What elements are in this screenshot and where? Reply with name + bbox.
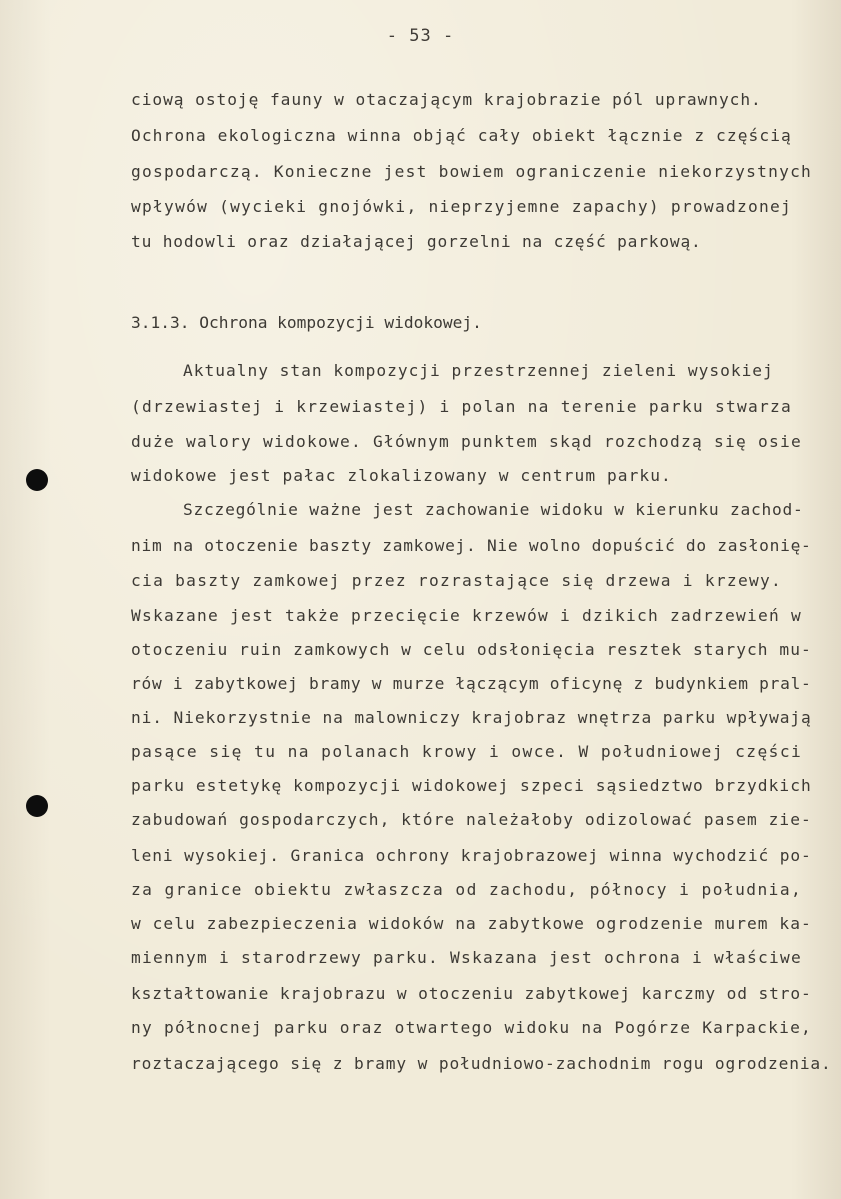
- punch-hole: [26, 795, 48, 817]
- paragraph-line: Ochrona ekologiczna winna objąć cały obiekt łącznie z częścią: [131, 126, 792, 145]
- paragraph-line: (drzewiastej i krzewiastej) i polan na terenie parku stwarza: [131, 397, 793, 416]
- paragraph-line: ciową ostoję fauny w otaczającym krajobrazie pól uprawnych.: [131, 90, 762, 109]
- paragraph-line: Aktualny stan kompozycji przestrzennej zieleni wysokiej: [183, 361, 774, 380]
- paragraph-line: ni. Niekorzystnie na malowniczy krajobraz wnętrza parku wpływają: [131, 708, 812, 727]
- paragraph-line: kształtowanie krajobrazu w otoczeniu zabytkowej karczmy od stro-: [131, 984, 812, 1003]
- paragraph-line: duże walory widokowe. Głównym punktem skąd rozchodzą się osie: [131, 432, 803, 451]
- section-heading: 3.1.3. Ochrona kompozycji widokowej.: [131, 313, 482, 332]
- paragraph-line: rów i zabytkowej bramy w murze łączącym oficynę z budynkiem pral-: [131, 674, 812, 693]
- paragraph-line: otoczeniu ruin zamkowych w celu odsłonięcia resztek starych mu-: [131, 640, 812, 659]
- paragraph-line: widokowe jest pałac zlokalizowany w centrum parku.: [131, 466, 672, 485]
- paragraph-line: parku estetykę kompozycji widokowej szpeci sąsiedztwo brzydkich: [131, 776, 812, 795]
- page-number: - 53 -: [386, 26, 455, 46]
- paragraph-line: cia baszty zamkowej przez rozrastające się drzewa i krzewy.: [131, 571, 783, 590]
- paragraph-line: za granice obiektu zwłaszcza od zachodu, północy i południa,: [131, 880, 803, 899]
- paragraph-line: pasące się tu na polanach krowy i owce. W południowej części: [131, 742, 803, 761]
- paragraph-line: w celu zabezpieczenia widoków na zabytkowe ogrodzenie murem ka-: [131, 914, 812, 933]
- paragraph-line: Szczególnie ważne jest zachowanie widoku w kierunku zachod-: [183, 500, 804, 519]
- paragraph-line: wpływów (wycieki gnojówki, nieprzyjemne zapachy) prowadzonej: [131, 197, 793, 216]
- paragraph-line: nim na otoczenie baszty zamkowej. Nie wolno dopuścić do zasłonię-: [131, 536, 812, 555]
- paragraph-line: roztaczającego się z bramy w południowo-zachodnim rogu ogrodzenia.: [131, 1054, 832, 1073]
- paragraph-line: zabudowań gospodarczych, które należałoby odizolować pasem zie-: [131, 810, 812, 829]
- paragraph-line: gospodarczą. Konieczne jest bowiem ograniczenie niekorzystnych: [131, 162, 813, 181]
- paragraph-line: ny północnej parku oraz otwartego widoku na Pogórze Karpackie,: [131, 1018, 813, 1037]
- paragraph-line: leni wysokiej. Granica ochrony krajobrazowej winna wychodzić po-: [131, 846, 812, 865]
- paragraph-line: Wskazane jest także przecięcie krzewów i dzikich zadrzewień w: [131, 606, 803, 625]
- punch-hole: [26, 469, 48, 491]
- paragraph-line: miennym i starodrzewy parku. Wskazana jest ochrona i właściwe: [131, 948, 803, 967]
- paragraph-line: tu hodowli oraz działającej gorzelni na część parkową.: [131, 232, 702, 251]
